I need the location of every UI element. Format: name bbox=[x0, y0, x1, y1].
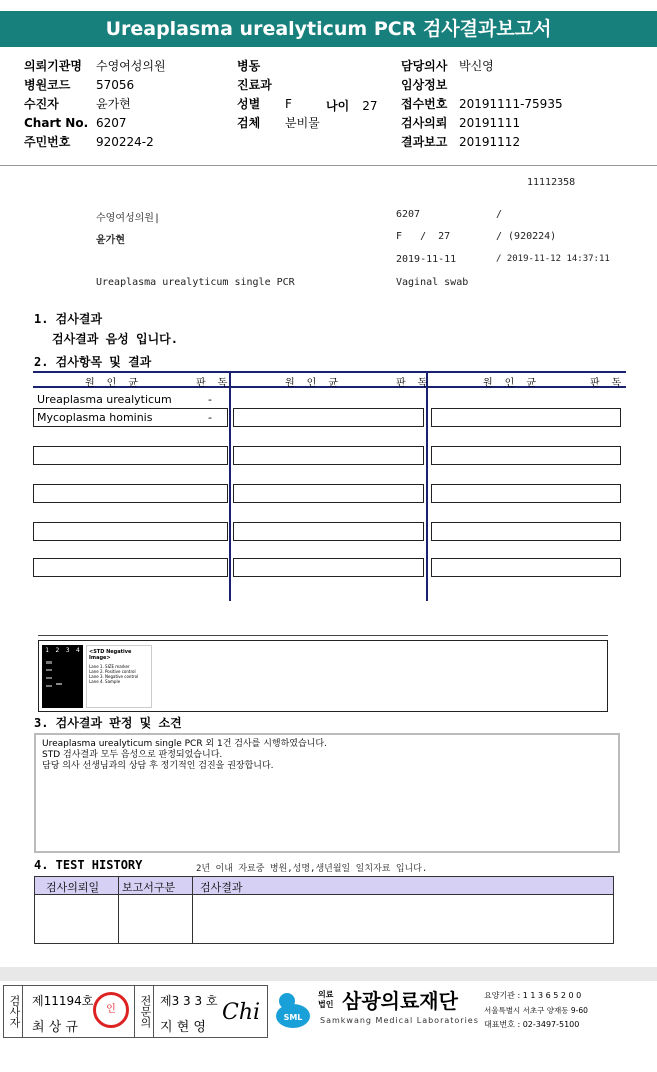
history-col-type: 보고서구분 bbox=[122, 881, 176, 894]
header-value: 박신영 bbox=[459, 59, 494, 73]
info-chart: 6207 bbox=[396, 209, 421, 220]
table-row bbox=[33, 558, 228, 577]
comment-line: Ureaplasma urealyticum single PCR 외 1건 검사를 시행하였습니다. bbox=[42, 739, 327, 749]
logo-mark: SML bbox=[283, 1013, 303, 1022]
header-label: 주민번호 bbox=[24, 135, 71, 149]
info-birth: / (920224) bbox=[496, 231, 557, 242]
section3-title: 3. 검사결과 판정 및 소견 bbox=[34, 716, 182, 730]
header-row bbox=[24, 55, 224, 74]
table-row bbox=[431, 522, 621, 541]
history-table bbox=[34, 876, 614, 944]
table-row bbox=[431, 446, 621, 465]
header-value: 수영여성의원 bbox=[96, 59, 166, 73]
gel-lane-number: 4 bbox=[75, 647, 80, 654]
seal-stamp: 인 bbox=[93, 992, 129, 1028]
header-label: 결과보고 bbox=[401, 135, 448, 149]
col-header-result: 판 독 bbox=[590, 378, 625, 389]
header-label: 병원코드 bbox=[24, 78, 71, 92]
row-result: - bbox=[208, 393, 212, 406]
specialist-label: 전문의 bbox=[134, 986, 154, 1037]
row-name: Mycoplasma hominis bbox=[37, 411, 153, 424]
report-code: 11112358 bbox=[527, 177, 576, 188]
header-label: 의뢰기관명 bbox=[24, 59, 82, 73]
footer-band bbox=[0, 967, 657, 981]
age-value: 27 bbox=[362, 99, 378, 113]
header-right bbox=[401, 55, 651, 150]
report-title: Ureaplasma urealyticum PCR 검사결과보고서 bbox=[0, 11, 657, 47]
comment-line: 담당 의사 선생님과의 상담 후 정기적인 검진을 권장합니다. bbox=[42, 761, 274, 771]
gel-title: <STD Negative Image> bbox=[89, 649, 132, 661]
org-address: 서울특별시 서초구 양재동 9-60 bbox=[484, 1006, 588, 1015]
specialist-name: 지 현 영 bbox=[160, 1020, 206, 1035]
header-divider bbox=[0, 165, 657, 166]
table-row bbox=[233, 484, 424, 503]
section2-title: 2. 검사항목 및 결과 bbox=[34, 355, 152, 369]
table-row bbox=[233, 408, 424, 427]
history-divider bbox=[118, 876, 119, 944]
gel-lane-number: 1 bbox=[45, 647, 50, 654]
info-reported: / 2019-11-12 14:37:11 bbox=[496, 254, 610, 264]
gel-lane-number: 2 bbox=[55, 647, 60, 654]
col-header-pathogen: 원 인 균 bbox=[85, 378, 142, 389]
info-test: Ureaplasma urealyticum single PCR bbox=[96, 277, 295, 288]
header-label: Chart No. bbox=[24, 116, 89, 130]
table-row bbox=[33, 522, 228, 541]
col-header-result: 판 독 bbox=[196, 378, 231, 389]
comment-box bbox=[34, 733, 620, 853]
inspector-name: 최 상 규 bbox=[32, 1020, 78, 1035]
table-row bbox=[33, 484, 228, 503]
header-row bbox=[237, 112, 407, 131]
header-row bbox=[24, 131, 224, 150]
header-label: 수진자 bbox=[24, 97, 59, 111]
header-row bbox=[237, 55, 407, 74]
table-row bbox=[33, 446, 228, 465]
header-row bbox=[401, 112, 651, 131]
header-row bbox=[237, 74, 407, 93]
header-row bbox=[24, 112, 224, 131]
header-value: F bbox=[285, 97, 292, 111]
header-row bbox=[237, 93, 407, 112]
signature: Chi bbox=[222, 1000, 261, 1025]
table-row bbox=[233, 446, 424, 465]
table-col-divider-1 bbox=[229, 371, 231, 601]
header-value: 20191111 bbox=[459, 116, 521, 130]
section4-title: 4. TEST HISTORY bbox=[34, 858, 143, 872]
header-row bbox=[24, 93, 224, 112]
agency-no: 요양기관 : 1 1 3 6 5 2 0 0 bbox=[484, 991, 582, 1000]
age-label: 나이 bbox=[326, 99, 350, 113]
logo-icon bbox=[273, 989, 313, 1029]
table-col-divider-2 bbox=[426, 371, 428, 601]
comment-line: STD 검사결과 모두 음성으로 판정되었습니다. bbox=[42, 750, 223, 760]
specialist-no: 제3 3 3 호 bbox=[160, 994, 218, 1008]
table-top-rule bbox=[33, 371, 626, 373]
col-header-pathogen: 원 인 균 bbox=[483, 378, 540, 389]
header-label: 진료과 bbox=[237, 78, 272, 92]
section4-note: 2년 이내 자료중 병원,성명,생년월일 일치자료 입니다. bbox=[196, 864, 428, 874]
table-row bbox=[233, 522, 424, 541]
col-header-result: 판 독 bbox=[396, 378, 431, 389]
header-age bbox=[326, 95, 378, 114]
table-row bbox=[431, 408, 621, 427]
org-name: 삼광의료재단 bbox=[342, 989, 458, 1013]
history-col-result: 검사결과 bbox=[200, 881, 243, 894]
info-sex-age: F / 27 bbox=[396, 231, 451, 242]
row-name: Ureaplasma urealyticum bbox=[37, 393, 172, 406]
section1-title: 1. 검사결과 bbox=[34, 312, 103, 326]
gel-legend bbox=[86, 645, 152, 708]
info-received: 2019-11-11 bbox=[396, 254, 457, 265]
header-value: 분비물 bbox=[285, 116, 320, 130]
header-label: 검체 bbox=[237, 116, 261, 130]
header-value: 20191111-75935 bbox=[459, 97, 563, 111]
table-row bbox=[233, 558, 424, 577]
header-label: 성별 bbox=[237, 97, 261, 111]
header-value: 920224-2 bbox=[96, 135, 154, 149]
table-row bbox=[431, 484, 621, 503]
org-phone: 대표번호 : 02-3497-5100 bbox=[484, 1020, 580, 1029]
header-value: 윤가현 bbox=[96, 97, 131, 111]
gel-lane-number: 3 bbox=[65, 647, 70, 654]
org-en: Samkwang Medical Laboratories bbox=[320, 1016, 479, 1025]
table-row bbox=[431, 558, 621, 577]
info-clinic: 수영여성의원| bbox=[96, 213, 160, 224]
info-slash: / bbox=[496, 209, 503, 220]
header-row bbox=[401, 55, 651, 74]
header-mid bbox=[237, 55, 407, 131]
gel-legend-item: Lane 1. SIZE marker bbox=[89, 664, 130, 669]
header-value: 6207 bbox=[96, 116, 127, 130]
row-result: - bbox=[208, 411, 212, 424]
header-label: 병동 bbox=[237, 59, 261, 73]
gel-legend-item: Lane 3. Negative control bbox=[89, 674, 139, 679]
header-label: 담당의사 bbox=[401, 59, 448, 73]
inspector-label: 검사자 bbox=[4, 986, 23, 1037]
info-name: 윤가현 bbox=[96, 235, 125, 246]
header-label: 검사의뢰 bbox=[401, 116, 448, 130]
gel-legend-item: Lane 4. Sample bbox=[89, 679, 121, 684]
gel-image bbox=[42, 645, 83, 708]
header-label: 임상정보 bbox=[401, 78, 448, 92]
header-row bbox=[401, 74, 651, 93]
col-header-pathogen: 원 인 균 bbox=[285, 378, 342, 389]
info-specimen: Vaginal swab bbox=[396, 277, 469, 288]
history-col-date: 검사의뢰일 bbox=[46, 881, 100, 894]
org-type: 의료 법인 bbox=[318, 990, 334, 1009]
gel-legend-item: Lane 2. Positive control bbox=[89, 669, 136, 674]
inspector-no: 제11194호 bbox=[32, 994, 94, 1008]
header-row bbox=[401, 93, 651, 112]
header-value: 20191112 bbox=[459, 135, 521, 149]
header-left bbox=[24, 55, 224, 150]
header-value: 57056 bbox=[96, 78, 135, 92]
section1-text: 검사결과 음성 입니다. bbox=[52, 332, 179, 346]
header-label: 접수번호 bbox=[401, 97, 448, 111]
header-row bbox=[24, 74, 224, 93]
header-row bbox=[401, 131, 651, 150]
gel-top-rule bbox=[38, 635, 608, 636]
history-divider bbox=[192, 876, 193, 944]
